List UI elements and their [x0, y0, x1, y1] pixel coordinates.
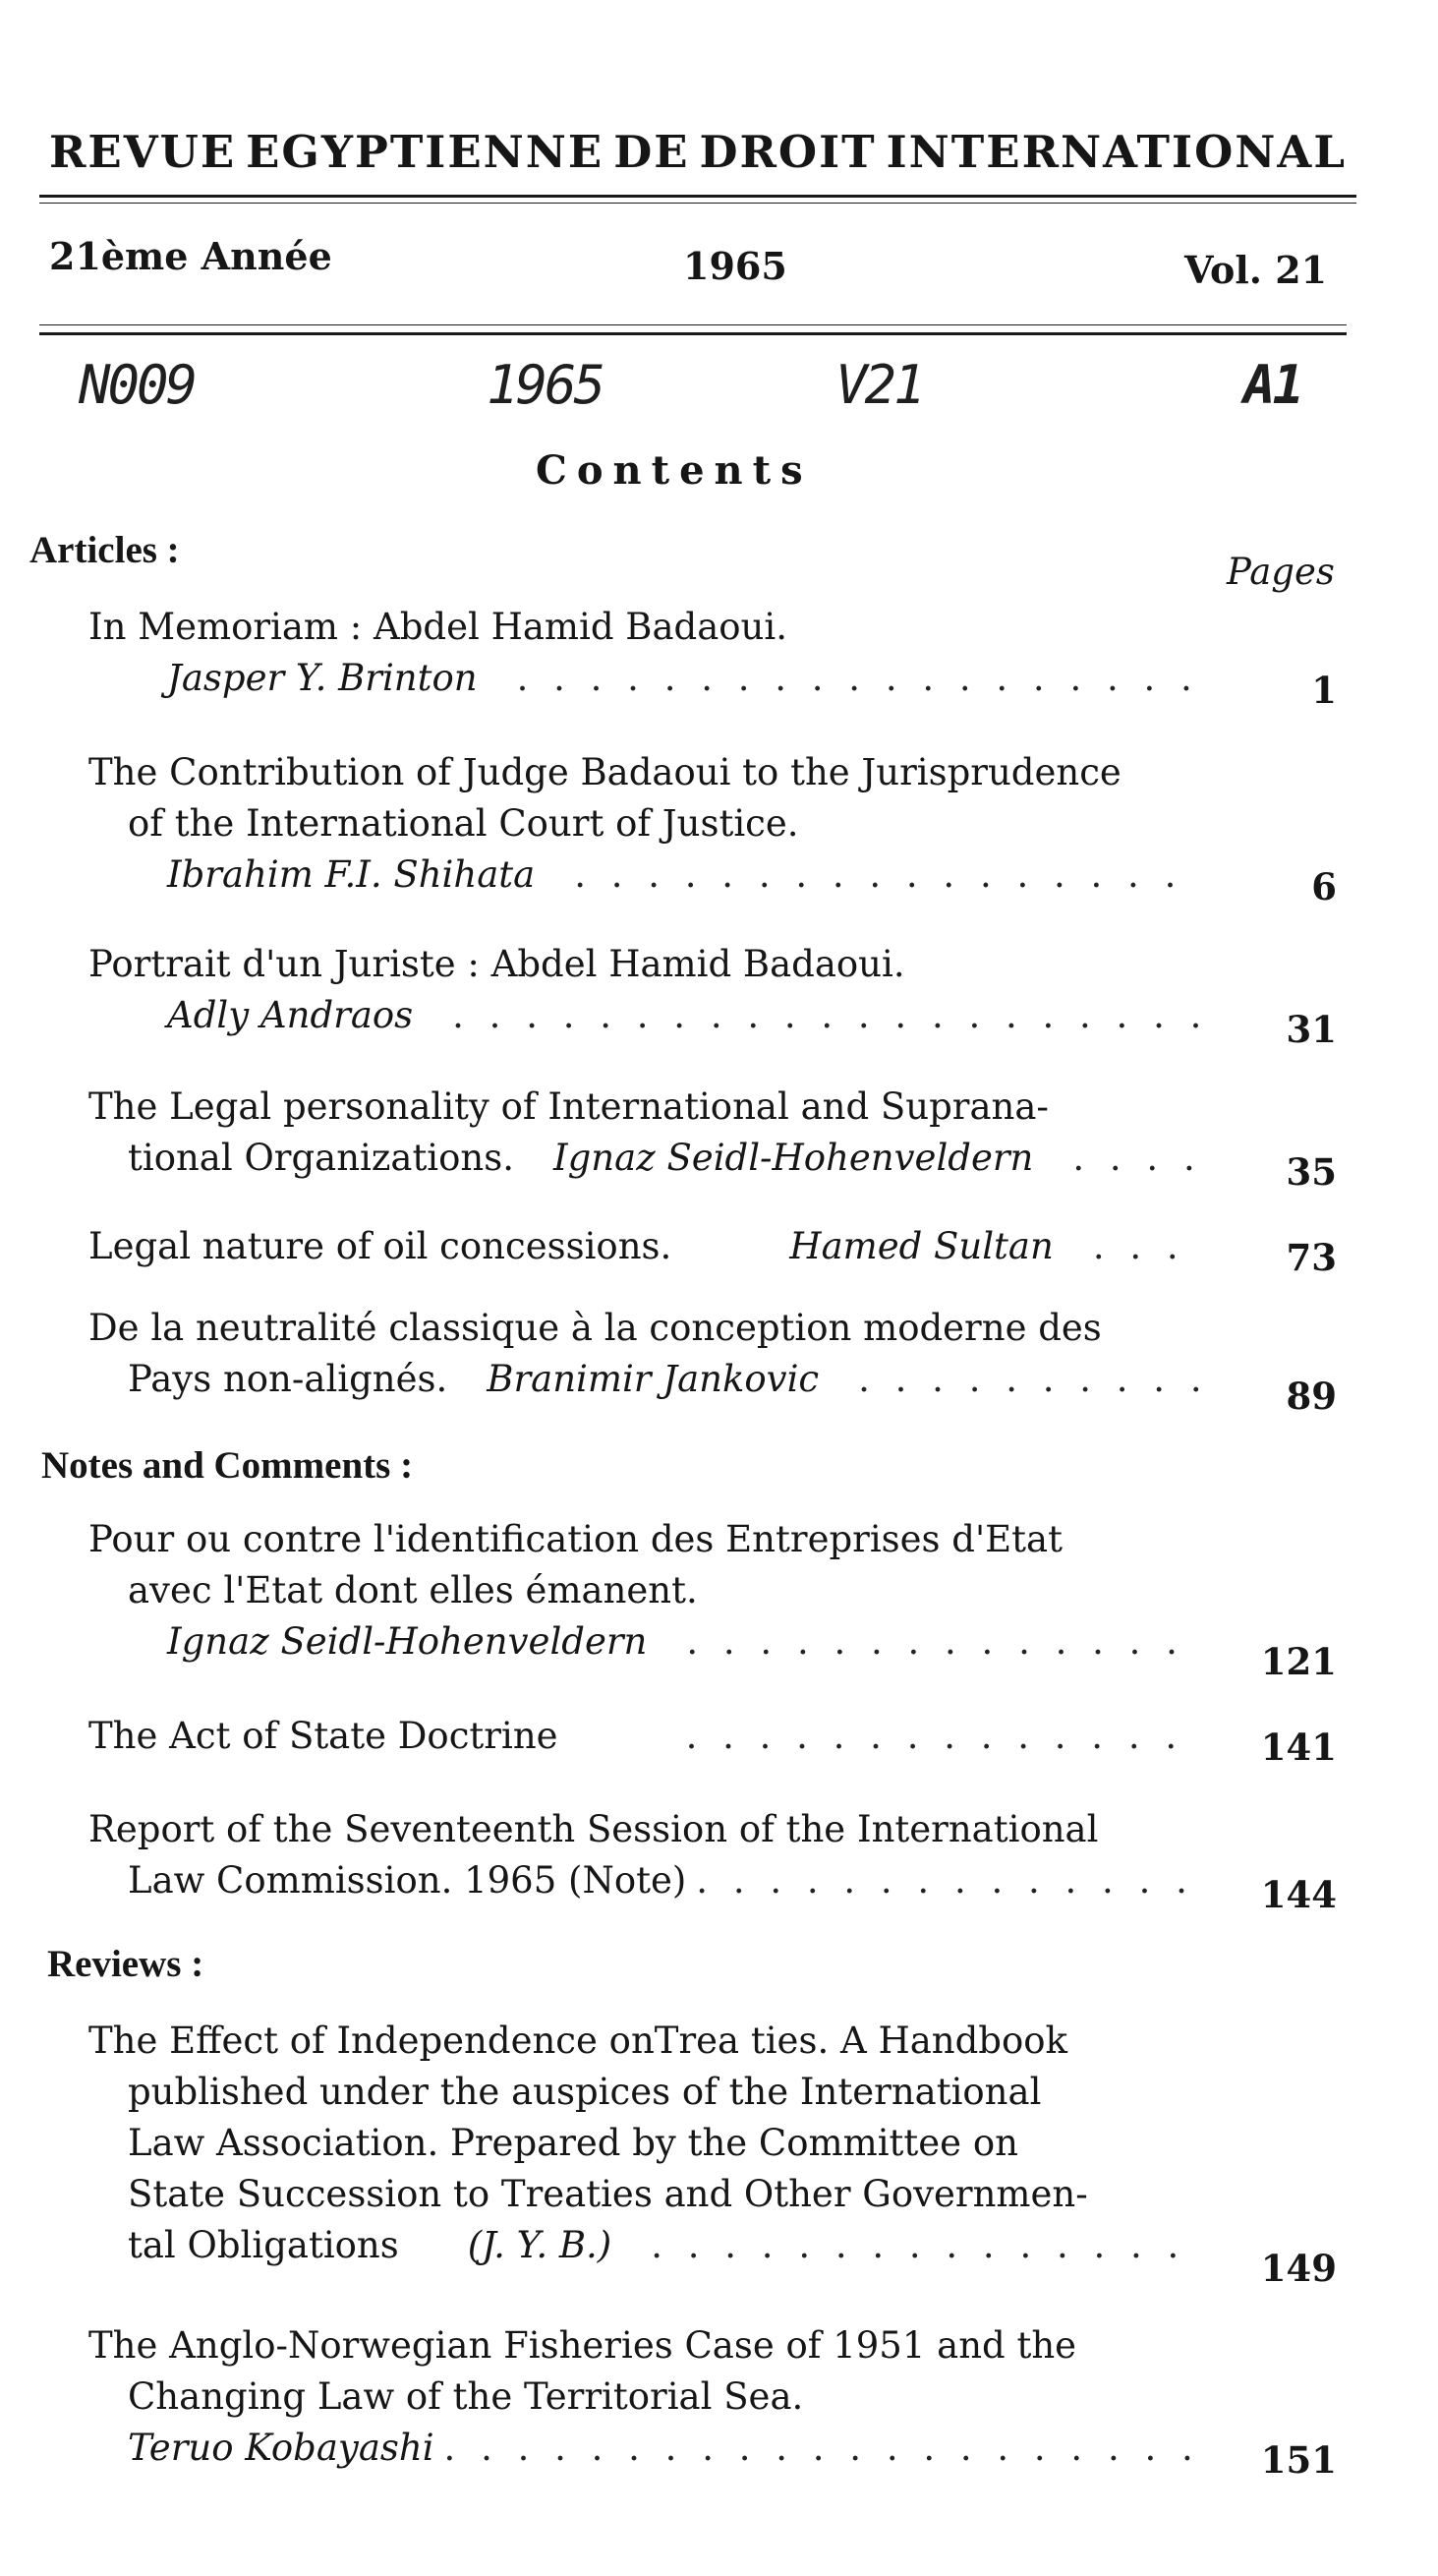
toc-entry	[88, 2320, 1199, 2474]
toc-entry	[88, 602, 1199, 704]
entry-author-line	[88, 1221, 1199, 1272]
dot-leader	[858, 1354, 1199, 1405]
entry-title-line: avec l'Etat dont elles émanent.	[128, 1569, 698, 1611]
entry-title-line: Report of the Seventeenth Session of the International	[88, 1808, 1099, 1850]
section-reviews: Reviews :	[47, 1943, 204, 1985]
toc-entry	[88, 1804, 1199, 1906]
dot-leader	[696, 1855, 1199, 1906]
title-word: REVUE	[49, 126, 237, 178]
annee-label: 21ème Année	[49, 234, 332, 278]
title-word: INTERNATIONAL	[886, 126, 1347, 178]
entry-title-line: In Memoriam : Abdel Hamid Badaoui.	[88, 606, 787, 648]
title-rule	[39, 195, 1356, 198]
toc-entry	[88, 747, 1199, 901]
entry-title-line: Law Association. Prepared by the Committee on	[128, 2122, 1018, 2164]
entry-page-number: 149	[1260, 2247, 1337, 2290]
volume-label: Vol. 21	[1184, 248, 1328, 292]
year-label: 1965	[683, 244, 787, 288]
issue-rule-thin	[39, 324, 1347, 325]
entry-page-number: 1	[1311, 669, 1337, 712]
entry-author-line	[88, 1855, 1199, 1906]
dot-leader	[1072, 1133, 1199, 1184]
entry-title-line: Pays non-alignés.	[128, 1358, 448, 1400]
entry-title-line: The Anglo-Norwegian Fisheries Case of 1951 and the	[88, 2324, 1077, 2367]
entry-author-line	[88, 849, 1199, 901]
dot-leader	[1093, 1221, 1199, 1272]
entry-title-line: The Act of State Doctrine	[88, 1715, 558, 1757]
entry-author-line	[88, 1616, 1199, 1668]
handwritten-number: N009	[79, 354, 196, 416]
entry-author-line	[88, 2423, 1199, 2474]
dot-leader	[686, 1616, 1199, 1668]
handwritten-year: 1965	[487, 354, 604, 416]
entry-author-line	[88, 1711, 1199, 1762]
dot-leader	[574, 849, 1199, 901]
entry-author: Teruo Kobayashi	[128, 2427, 434, 2469]
section-articles: Articles :	[29, 529, 180, 571]
entry-title-line: Pour ou contre l'identification des Entreprises d'Etat	[88, 1518, 1063, 1560]
toc-entry	[88, 1082, 1199, 1184]
toc-entry	[88, 2016, 1199, 2271]
entry-author-line	[88, 1354, 1199, 1405]
entry-author: Hamed Sultan	[789, 1225, 1054, 1267]
toc-entry	[88, 1514, 1199, 1668]
section-notes: Notes and Comments :	[41, 1444, 414, 1487]
entry-author-line	[88, 1133, 1199, 1184]
entry-author-line	[88, 2220, 1199, 2271]
entry-author: Ibrahim F.I. Shihata	[167, 853, 536, 896]
entry-page-number: 6	[1311, 865, 1337, 908]
journal-title	[49, 126, 1347, 178]
dot-leader	[444, 2423, 1199, 2474]
toc-entry	[88, 1711, 1199, 1762]
entry-title-line: Portrait d'un Juriste : Abdel Hamid Badaoui.	[88, 943, 905, 985]
pages-label: Pages	[1227, 551, 1335, 593]
title-word: DE	[613, 126, 690, 178]
entry-title-line: The Effect of Independence onTrea ties. A Handbook	[88, 2020, 1067, 2062]
entry-title-line: published under the auspices of the International	[128, 2071, 1042, 2113]
entry-page-number: 151	[1260, 2438, 1337, 2482]
entry-page-number: 89	[1286, 1375, 1337, 1418]
toc-entry	[88, 1221, 1199, 1272]
entry-author: Ignaz Seidl-Hohenveldern	[167, 1620, 648, 1663]
dot-leader	[517, 653, 1199, 704]
title-word: EGYPTIENNE	[246, 126, 604, 178]
dot-leader	[686, 1711, 1199, 1762]
entry-title-line: De la neutralité classique à la conception moderne des	[88, 1307, 1102, 1349]
title-word: DROIT	[699, 126, 877, 178]
toc-entry	[88, 939, 1199, 1041]
dot-leader	[452, 990, 1199, 1041]
issue-rule	[39, 332, 1347, 335]
entry-title-line: Changing Law of the Territorial Sea.	[128, 2375, 804, 2418]
entry-page-number: 121	[1260, 1640, 1337, 1683]
entry-author: Adly Andraos	[167, 994, 414, 1036]
entry-author-line	[88, 653, 1199, 704]
entry-page-number: 35	[1286, 1150, 1337, 1194]
title-rule-thin	[39, 203, 1356, 204]
entry-author: Jasper Y. Brinton	[167, 657, 478, 699]
contents-heading: Contents	[536, 447, 813, 494]
entry-title-line: tal Obligations	[128, 2224, 399, 2266]
entry-page-number: 31	[1286, 1008, 1337, 1051]
entry-title-line: tional Organizations.	[128, 1137, 514, 1179]
entry-title-line: Legal nature of oil concessions.	[88, 1225, 672, 1267]
entry-title-line: The Contribution of Judge Badaoui to the Jurisprudence	[88, 751, 1122, 793]
toc-entry	[88, 1303, 1199, 1405]
entry-author-line	[88, 990, 1199, 1041]
entry-title-line: Law Commission. 1965 (Note)	[128, 1859, 687, 1902]
handwritten-volume: V21	[835, 354, 923, 416]
entry-title-line: of the International Court of Justice.	[128, 802, 799, 845]
entry-title-line: State Succession to Treaties and Other Governmen-	[128, 2173, 1088, 2215]
entry-title-line: The Legal personality of International and Suprana-	[88, 1085, 1049, 1128]
entry-author: Ignaz Seidl-Hohenveldern	[553, 1137, 1034, 1179]
entry-page-number: 144	[1260, 1873, 1337, 1916]
entry-page-number: 73	[1286, 1236, 1337, 1279]
entry-author: Branimir Jankovic	[487, 1358, 820, 1400]
entry-page-number: 141	[1260, 1726, 1337, 1769]
handwritten-code: A1	[1243, 354, 1302, 416]
entry-author: (J. Y. B.)	[467, 2224, 612, 2266]
dot-leader	[651, 2220, 1199, 2271]
